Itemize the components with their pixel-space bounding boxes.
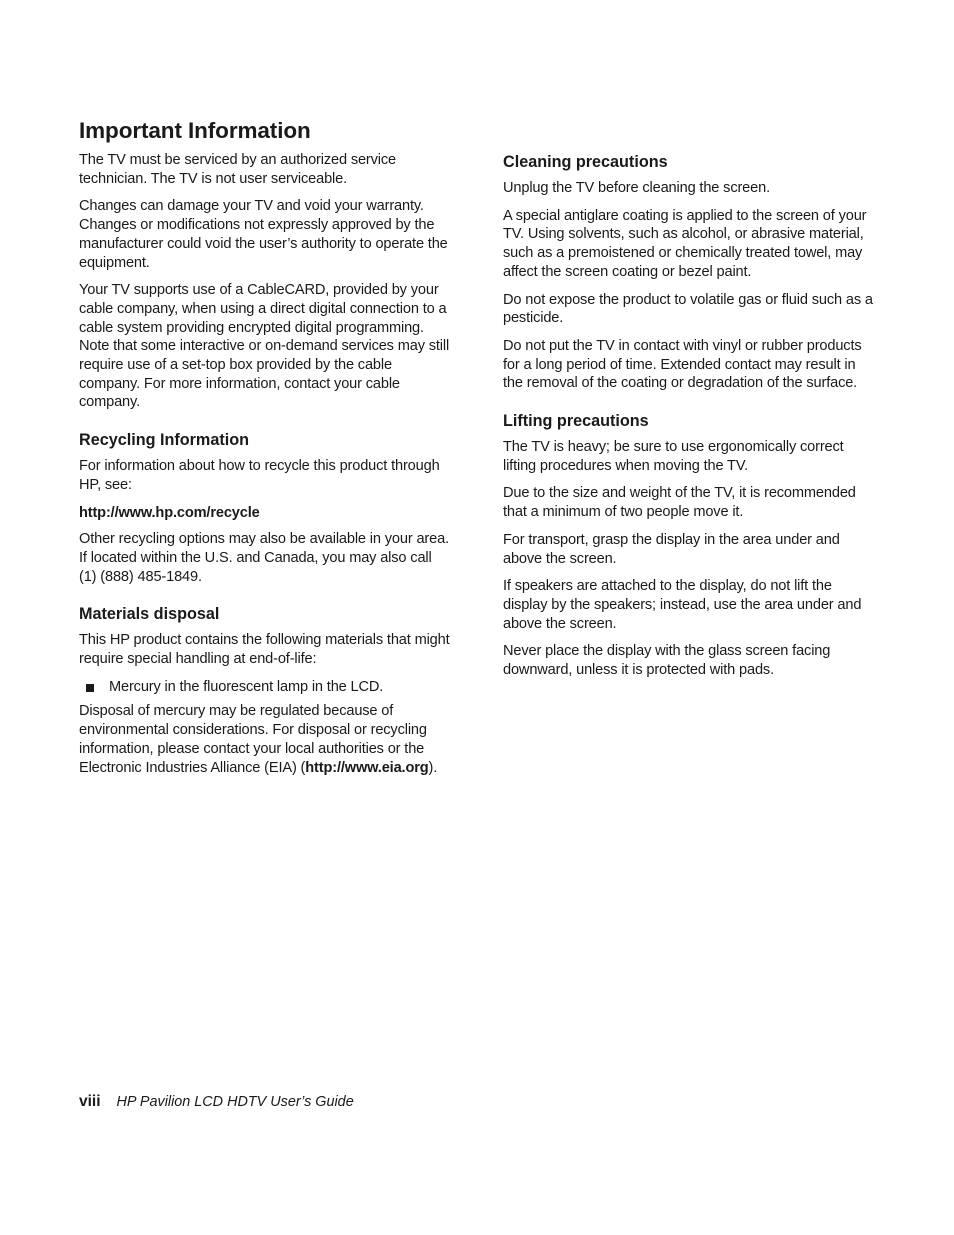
cleaning-paragraph: Do not put the TV in contact with vinyl or rubber products for a long period of time. Extended contact may result in the removal of the coating or degradation of the surface. bbox=[503, 337, 862, 392]
intro-paragraph: Changes can damage your TV and void your warranty. Changes or modifications not expressly approved by the manufacturer could void the user’s authority to operate the equipment. bbox=[79, 198, 448, 271]
left-column bbox=[79, 151, 451, 786]
intro-paragraph: Your TV supports use of a CableCARD, provided by your cable company, when using a direct digital connection to a cable system providing encrypted digital programming. Note that some interactive or on-demand services may still require use of a set-top box provided by the cable company. For more information, contact your cable company. bbox=[79, 282, 450, 411]
recycle-link-line bbox=[79, 504, 451, 523]
lifting-paragraph: The TV is heavy; be sure to use ergonomically correct lifting procedures when moving the TV. bbox=[503, 439, 844, 474]
recycling-heading: Recycling Information bbox=[79, 431, 249, 450]
page-footer bbox=[79, 1090, 354, 1113]
materials-heading: Materials disposal bbox=[79, 605, 220, 624]
eia-link[interactable]: http://www.eia.org bbox=[305, 759, 429, 776]
materials-paragraph bbox=[79, 702, 451, 777]
cleaning-heading: Cleaning precautions bbox=[503, 153, 668, 171]
lifting-paragraph: For transport, grasp the display in the area under and above the screen. bbox=[503, 531, 840, 567]
materials-list bbox=[79, 678, 451, 697]
lifting-paragraph: If speakers are attached to the display, do not lift the display by the speakers; instead, use the area under and above the screen. bbox=[503, 578, 862, 632]
materials-paragraph: This HP product contains the following materials that might require special handling at end-of-life: bbox=[79, 632, 450, 668]
guide-title: HP Pavilion LCD HDTV User’s Guide bbox=[116, 1094, 354, 1110]
square-bullet-icon bbox=[86, 684, 94, 692]
cleaning-paragraph: Do not expose the product to volatile gas or fluid such as a pesticide. bbox=[503, 291, 873, 327]
list-item bbox=[79, 678, 451, 697]
cleaning-paragraph: A special antiglare coating is applied to the screen of your TV. Using solvents, such as alcohol, or abrasive material, such as a premoistened or chemically treated towel, may affect the screen coating or bezel paint. bbox=[503, 207, 867, 280]
page-number: viii bbox=[79, 1093, 101, 1110]
hp-recycle-link[interactable]: http://www.hp.com/recycle bbox=[79, 504, 260, 521]
disposal-text: Disposal of mercury may be regulated because of environmental considerations. For disposal or recycling information, please contact your local authorities or the Electronic Industries Alliance (EIA) ( bbox=[79, 703, 427, 776]
recycling-paragraph: Other recycling options may also be available in your area. If located within the U.S. and Canada, you may also call (1) (888) 485-1849. bbox=[79, 531, 449, 585]
right-column bbox=[503, 151, 875, 689]
disposal-text-end: ). bbox=[428, 759, 438, 776]
recycling-paragraph: For information about how to recycle this product through HP, see: bbox=[79, 458, 440, 493]
cleaning-paragraph: Unplug the TV before cleaning the screen. bbox=[503, 180, 770, 196]
page-title: Important Information bbox=[79, 118, 311, 143]
lifting-paragraph: Due to the size and weight of the TV, it is recommended that a minimum of two people move it. bbox=[503, 485, 856, 521]
intro-paragraph: The TV must be serviced by an authorized service technician. The TV is not user serviceable. bbox=[79, 152, 396, 187]
lifting-paragraph: Never place the display with the glass screen facing downward, unless it is protected with pads. bbox=[503, 643, 831, 679]
lifting-heading: Lifting precautions bbox=[503, 412, 649, 431]
list-item-text: Mercury in the fluorescent lamp in the LCD. bbox=[109, 678, 384, 695]
